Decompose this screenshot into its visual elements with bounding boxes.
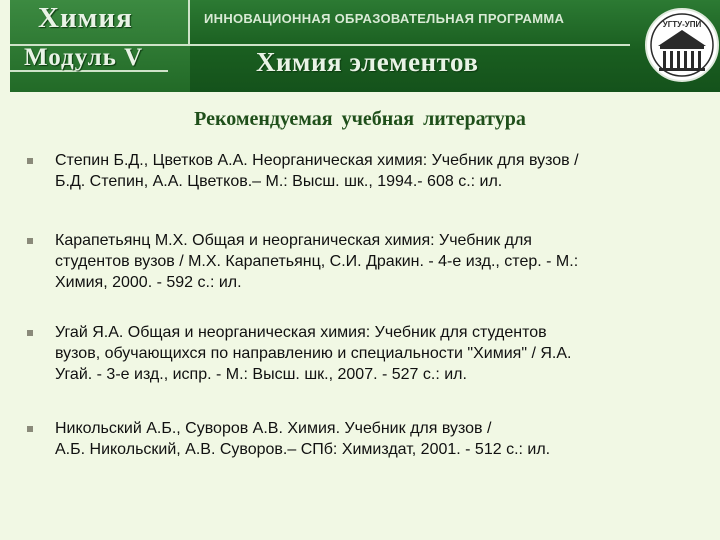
reference-line: Карапетьянц М.Х. Общая и неорганическая химия: Учебник для — [55, 232, 532, 249]
reference-text — [55, 230, 695, 293]
reference-line: Б.Д. Степин, А.А. Цветков.– М.: Высш. шк., 1994.- 608 с.: ил. — [55, 173, 503, 190]
program-title: ИННОВАЦИОННАЯ ОБРАЗОВАТЕЛЬНАЯ ПРОГРАММА — [204, 11, 565, 26]
reference-line: Угай. - 3-е изд., испр. - М.: Высш. шк., 2007. - 527 с.: ил. — [55, 366, 467, 383]
header-banner — [0, 0, 720, 92]
header-left-edge — [0, 0, 10, 92]
subject-title: Химия — [38, 2, 133, 34]
reference-line: Угай Я.А. Общая и неорганическая химия: Учебник для студентов — [55, 324, 547, 341]
reference-line: Химия, 2000. - 592 с.: ил. — [55, 274, 242, 291]
reference-line: вузов, обучающихся по направлению и специальности "Химия" / Я.А. — [55, 345, 572, 362]
bullet-icon — [27, 158, 33, 164]
bullet-icon — [27, 330, 33, 336]
bullet-icon — [27, 426, 33, 432]
header-divider-vertical — [188, 0, 190, 44]
reference-text — [55, 150, 695, 192]
reference-text — [55, 322, 695, 385]
module-title: Модуль V — [24, 44, 144, 71]
section-heading: Рекомендуемая учебная литература — [194, 108, 526, 130]
topic-title: Химия элементов — [256, 47, 479, 77]
reference-line: студентов вузов / М.Х. Карапетьянц, С.И. Дракин. - 4-е изд., стер. - М.: — [55, 253, 579, 270]
university-building-icon — [640, 2, 720, 90]
bullet-icon — [27, 238, 33, 244]
university-logo — [640, 2, 720, 90]
svg-text:УГТУ-УПИ: УГТУ-УПИ — [662, 20, 702, 29]
reference-text — [55, 418, 695, 460]
reference-line: Никольский А.Б., Суворов А.В. Химия. Учебник для вузов / — [55, 420, 492, 437]
reference-line: Степин Б.Д., Цветков А.А. Неорганическая химия: Учебник для вузов / — [55, 152, 579, 169]
reference-line: А.Б. Никольский, А.В. Суворов.– СПб: Химиздат, 2001. - 512 с.: ил. — [55, 441, 551, 458]
